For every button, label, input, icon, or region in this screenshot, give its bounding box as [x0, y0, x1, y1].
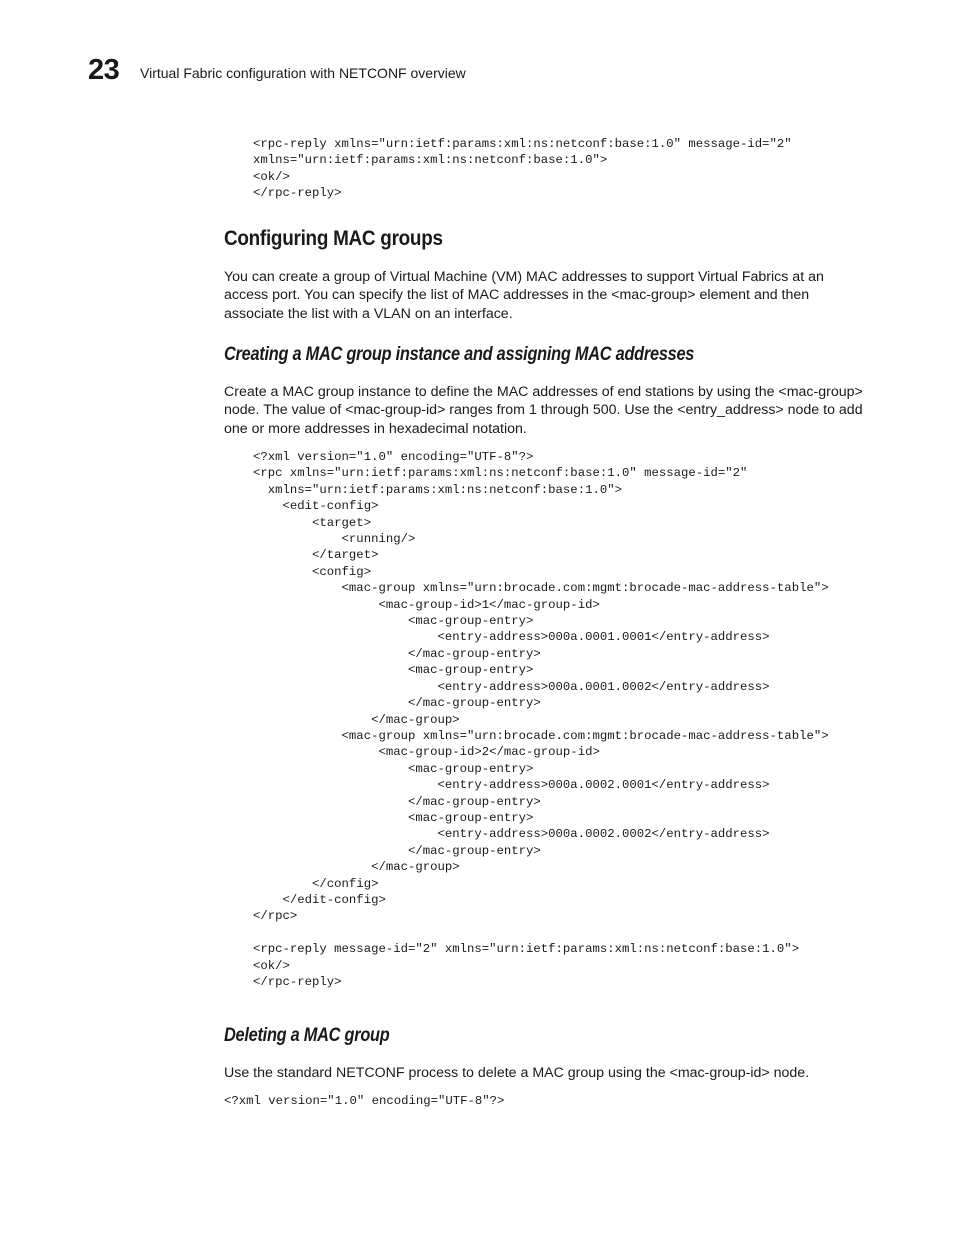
- subsection-create-paragraph: Create a MAC group instance to define the MAC addresses of end stations by using the <mac-group> node. The value of <mac-group-id> ranges from 1 through 500. Use the <entry_address> node to add one or more addresses in hexadecimal notation.: [224, 384, 863, 437]
- section-heading: Configuring MAC groups: [224, 227, 443, 250]
- subsection-delete-paragraph: Use the standard NETCONF process to delete a MAC group using the <mac-group-id> node.: [224, 1065, 810, 1081]
- subsection-heading-create: Creating a MAC group instance and assigning MAC addresses: [224, 344, 695, 365]
- code-block-rpc-reply: <rpc-reply xmlns="urn:ietf:params:xml:ns:netconf:base:1.0" message-id="2" xmlns="urn:ietf:params:xml:ns:netconf:base:1.0"> <ok/> </rpc-reply>: [253, 137, 792, 201]
- code-block-create-mac-group: <?xml version="1.0" encoding="UTF-8"?> <rpc xmlns="urn:ietf:params:xml:ns:netconf:base:1.0" message-id="2" xmlns="urn:ietf:params:xml:ns:netconf:base:1.0"> <edit-config> <target> <running/> </target> <config> <mac-group xmlns="urn:brocade.com:mgmt:brocade-mac-address-table"> <mac-group-id>1</mac-group-id> <mac-group-entry> <entry-address>000a.0001.0001</entry-address> </mac-group-entry> <mac-group-entry> <entry-address>000a.0001.0002</entry-address> </mac-group-entry> </mac-group> <mac-group xmlns="urn:brocade.com:mgmt:brocade-mac-address-table"> <mac-group-id>2</mac-group-id> <mac-group-entry> <entry-address>000a.0002.0001</entry-address> </mac-group-entry> <mac-group-entry> <entry-address>000a.0002.0002</entry-address> </mac-group-entry> </mac-group> </config> </edit-config> </rpc> <rpc-reply message-id="2" xmlns="urn:ietf:params:xml:ns:netconf:base:1.0"> <ok/> </rpc-reply>: [253, 450, 829, 989]
- code-block-xml-declaration: <?xml version="1.0" encoding="UTF-8"?>: [224, 1094, 505, 1108]
- chapter-title: Virtual Fabric configuration with NETCONF overview: [140, 65, 466, 81]
- section-intro-paragraph: You can create a group of Virtual Machine (VM) MAC addresses to support Virtual Fabrics at an access port. You can specify the list of MAC addresses in the <mac-group> element and then associate the list with a VLAN on an interface.: [224, 269, 824, 322]
- chapter-number: 23: [88, 54, 120, 86]
- subsection-heading-delete: Deleting a MAC group: [224, 1025, 390, 1046]
